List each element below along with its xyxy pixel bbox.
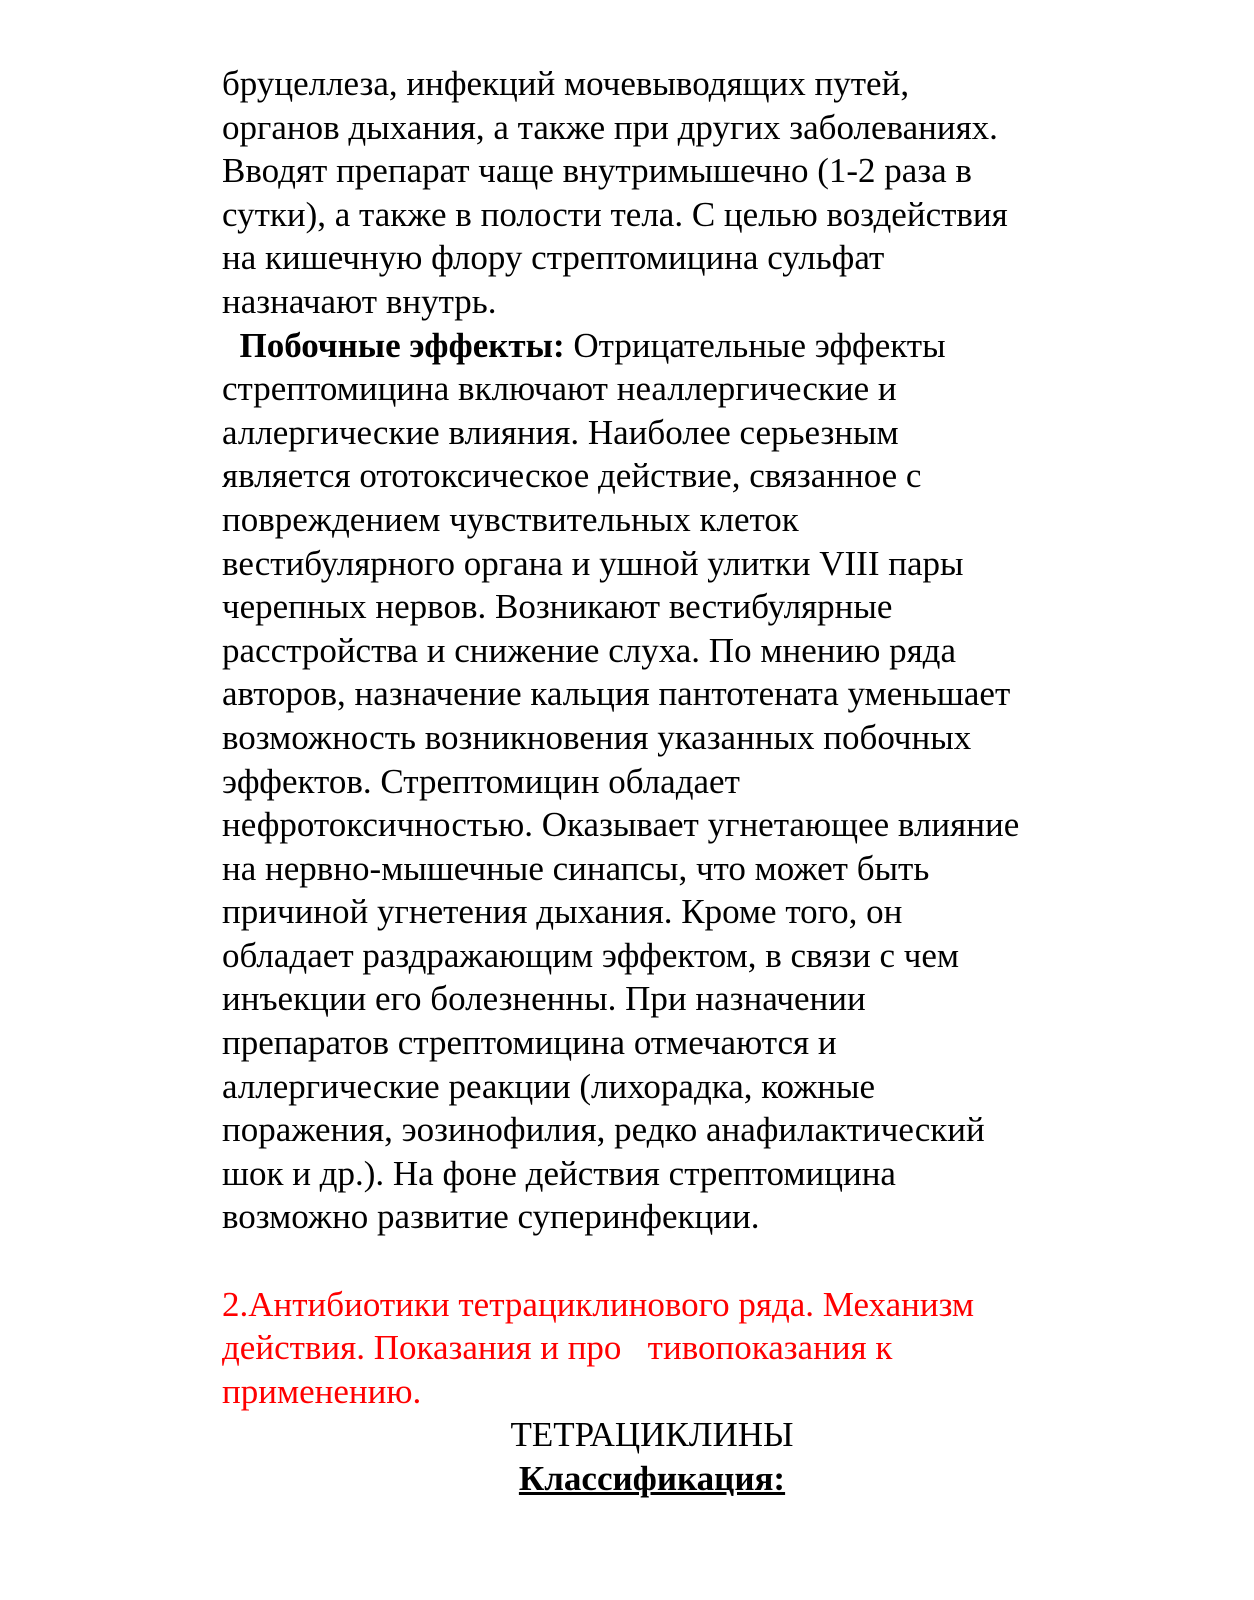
text-line: назначают внутрь. <box>222 281 497 321</box>
side-effects-first-line <box>222 324 1082 368</box>
section-title: ТЕТРАЦИКЛИНЫ <box>510 1415 794 1455</box>
text-line: аллергические реакции (лихорадка, кожные <box>222 1066 876 1106</box>
question-line: действия. Показания и про тивопоказания к <box>222 1328 893 1368</box>
text-line: причиной угнетения дыхания. Кроме того, он <box>222 892 903 932</box>
text-line: возможно развитие суперинфекции. <box>222 1197 760 1237</box>
text-line: шок и др.). На фоне действия стрептомицина <box>222 1153 896 1193</box>
text-line: расстройства и снижение слуха. По мнению ряда <box>222 630 957 670</box>
side-effects-first-line-text: Отрицательные эффекты <box>564 325 946 365</box>
text-line: повреждением чувствительных клеток <box>222 499 799 539</box>
section-subtitle: Классификация: <box>518 1459 786 1498</box>
text-line: сутки), а также в полости тела. С целью воздействия <box>222 194 1008 234</box>
text-line: обладает раздражающим эффектом, в связи с чем <box>222 935 960 975</box>
text-line: Вводят препарат чаще внутримышечно (1-2 раза в <box>222 151 972 191</box>
text-line: является ототоксическое действие, связанное с <box>222 456 922 496</box>
text-line: поражения, эозинофилия, редко анафилактический <box>222 1110 985 1150</box>
text-line: авторов, назначение кальция пантотената уменьшает <box>222 674 1011 714</box>
question-heading <box>222 1283 1082 1414</box>
section-subtitle-wrap <box>222 1457 1082 1501</box>
text-line: инъекции его болезненны. При назначении <box>222 979 866 1019</box>
text-line: на нервно-мышечные синапсы, что может быть <box>222 848 930 888</box>
text-line: нефротоксичностью. Оказывает угнетающее влияние <box>222 805 1020 845</box>
question-line: 2.Антибиотики тетрациклинового ряда. Механизм <box>222 1284 975 1324</box>
text-line: аллергические влияния. Наиболее серьезным <box>222 412 899 452</box>
paragraph-administration <box>222 62 1082 324</box>
text-line: черепных нервов. Возникают вестибулярные <box>222 587 893 627</box>
text-line: на кишечную флору стрептомицина сульфат <box>222 238 885 278</box>
paragraph-side-effects <box>222 324 1082 1239</box>
document-page <box>222 62 1082 1501</box>
text-line: стрептомицина включают неаллергические и <box>222 369 897 409</box>
question-line: применению. <box>222 1371 422 1411</box>
text-line: бруцеллеза, инфекций мочевыводящих путей, <box>222 64 910 103</box>
text-line: возможность возникновения указанных побочных <box>222 717 972 757</box>
text-line: органов дыхания, а также при других заболеваниях. <box>222 107 998 147</box>
text-line: эффектов. Стрептомицин обладает <box>222 761 740 801</box>
text-line: вестибулярного органа и ушной улитки VIII пары <box>222 543 964 583</box>
blank-line <box>222 1239 1082 1283</box>
side-effects-heading: Побочные эффекты: <box>239 325 565 365</box>
text-line: препаратов стрептомицина отмечаются и <box>222 1023 837 1063</box>
